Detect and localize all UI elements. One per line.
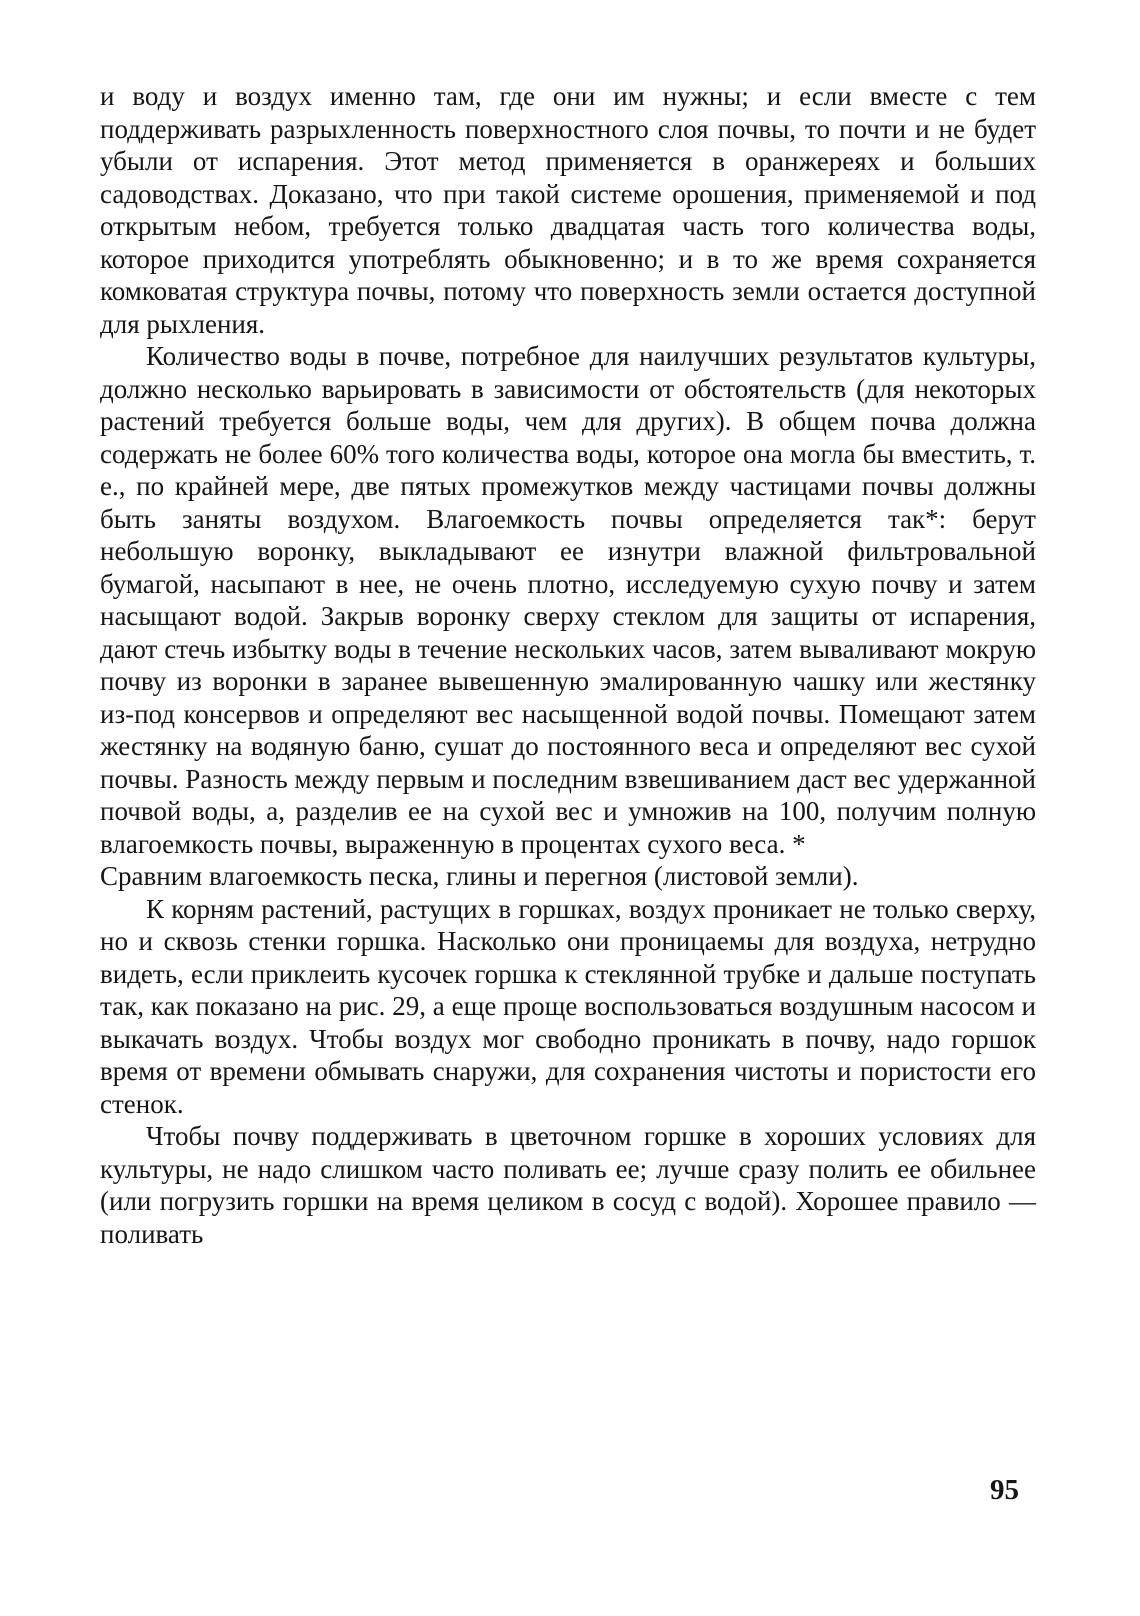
- page-number: 95: [990, 1474, 1019, 1506]
- paragraph-comparison: Сравним влагоемкость песка, глины и перегноя (листовой земли).: [100, 861, 859, 891]
- paragraph-pot-air: К корням растений, растущих в горшках, воздух проникает не только сверху, но и сквозь стенки горшка. Насколько они проницаемы для воздуха, нетрудно видеть, если приклеить кусочек горшка к стеклянной трубке и дальше поступать так, как показано на рис. 29, а еще проще воспользоваться воздушным насосом и выкачать воздух. Чтобы воздух мог свободно проникать в почву, надо горшок время от времени обмывать снаружи, для сохранения чистоты и пористости его стенок.: [100, 893, 1036, 1119]
- body-text: [100, 80, 1036, 1250]
- paragraph-watering: Чтобы почву поддерживать в цветочном горшке в хороших условиях для культуры, не надо слишком часто поливать ее; лучше сразу полить ее обильнее (или погрузить горшки на время целиком в сосуд с водой). Хорошее правило — поливать: [100, 1121, 1036, 1249]
- paragraph-continuation: и воду и воздух именно там, где они им нужны; и если вместе с тем поддерживать разрыхленность поверхностного слоя почвы, то почти и не будет убыли от испарения. Этот метод применяется в оранжереях и больших садоводствах. Доказано, что при такой системе орошения, применяемой и под открытым небом, требуется только двадцатая часть того количества воды, которое приходится употреблять обыкновенно; и в то же время сохраняется комковатая структура почвы, потому что поверхность земли остается доступной для рыхления.: [100, 81, 1036, 339]
- paragraph-water-quantity: Количество воды в почве, потребное для наилучших результатов культуры, должно несколько варьировать в зависимости от обстоятельств (для некоторых растений требуется больше воды, чем для других). В общем почва должна содержать не более 60% того количества воды, которое она могла бы вместить, т. е., по крайней мере, две пятых промежутков между частицами почвы должны быть заняты воздухом. Влагоемкость почвы определяется так*: берут небольшую воронку, выкладывают ее изнутри влажной фильтровальной бумагой, насыпают в нее, не очень плотно, исследуемую сухую почву и затем насыщают водой. Закрыв воронку сверху стеклом для защиты от испарения, дают стечь избытку воды в течение нескольких часов, затем вываливают мокрую почву из воронки в заранее вывешенную эмалированную чашку или жестянку из-под консервов и определяют вес насыщенной водой почвы. Помещают затем жестянку на водяную баню, сушат до постоянного веса и определяют вес сухой почвы. Разность между первым и последним взвешиванием даст вес удержанной почвой воды, а, разделив ее на сухой вес и умножив на 100, получим полную влагоемкость почвы, выраженную в процентах сухого веса. *: [100, 341, 1036, 859]
